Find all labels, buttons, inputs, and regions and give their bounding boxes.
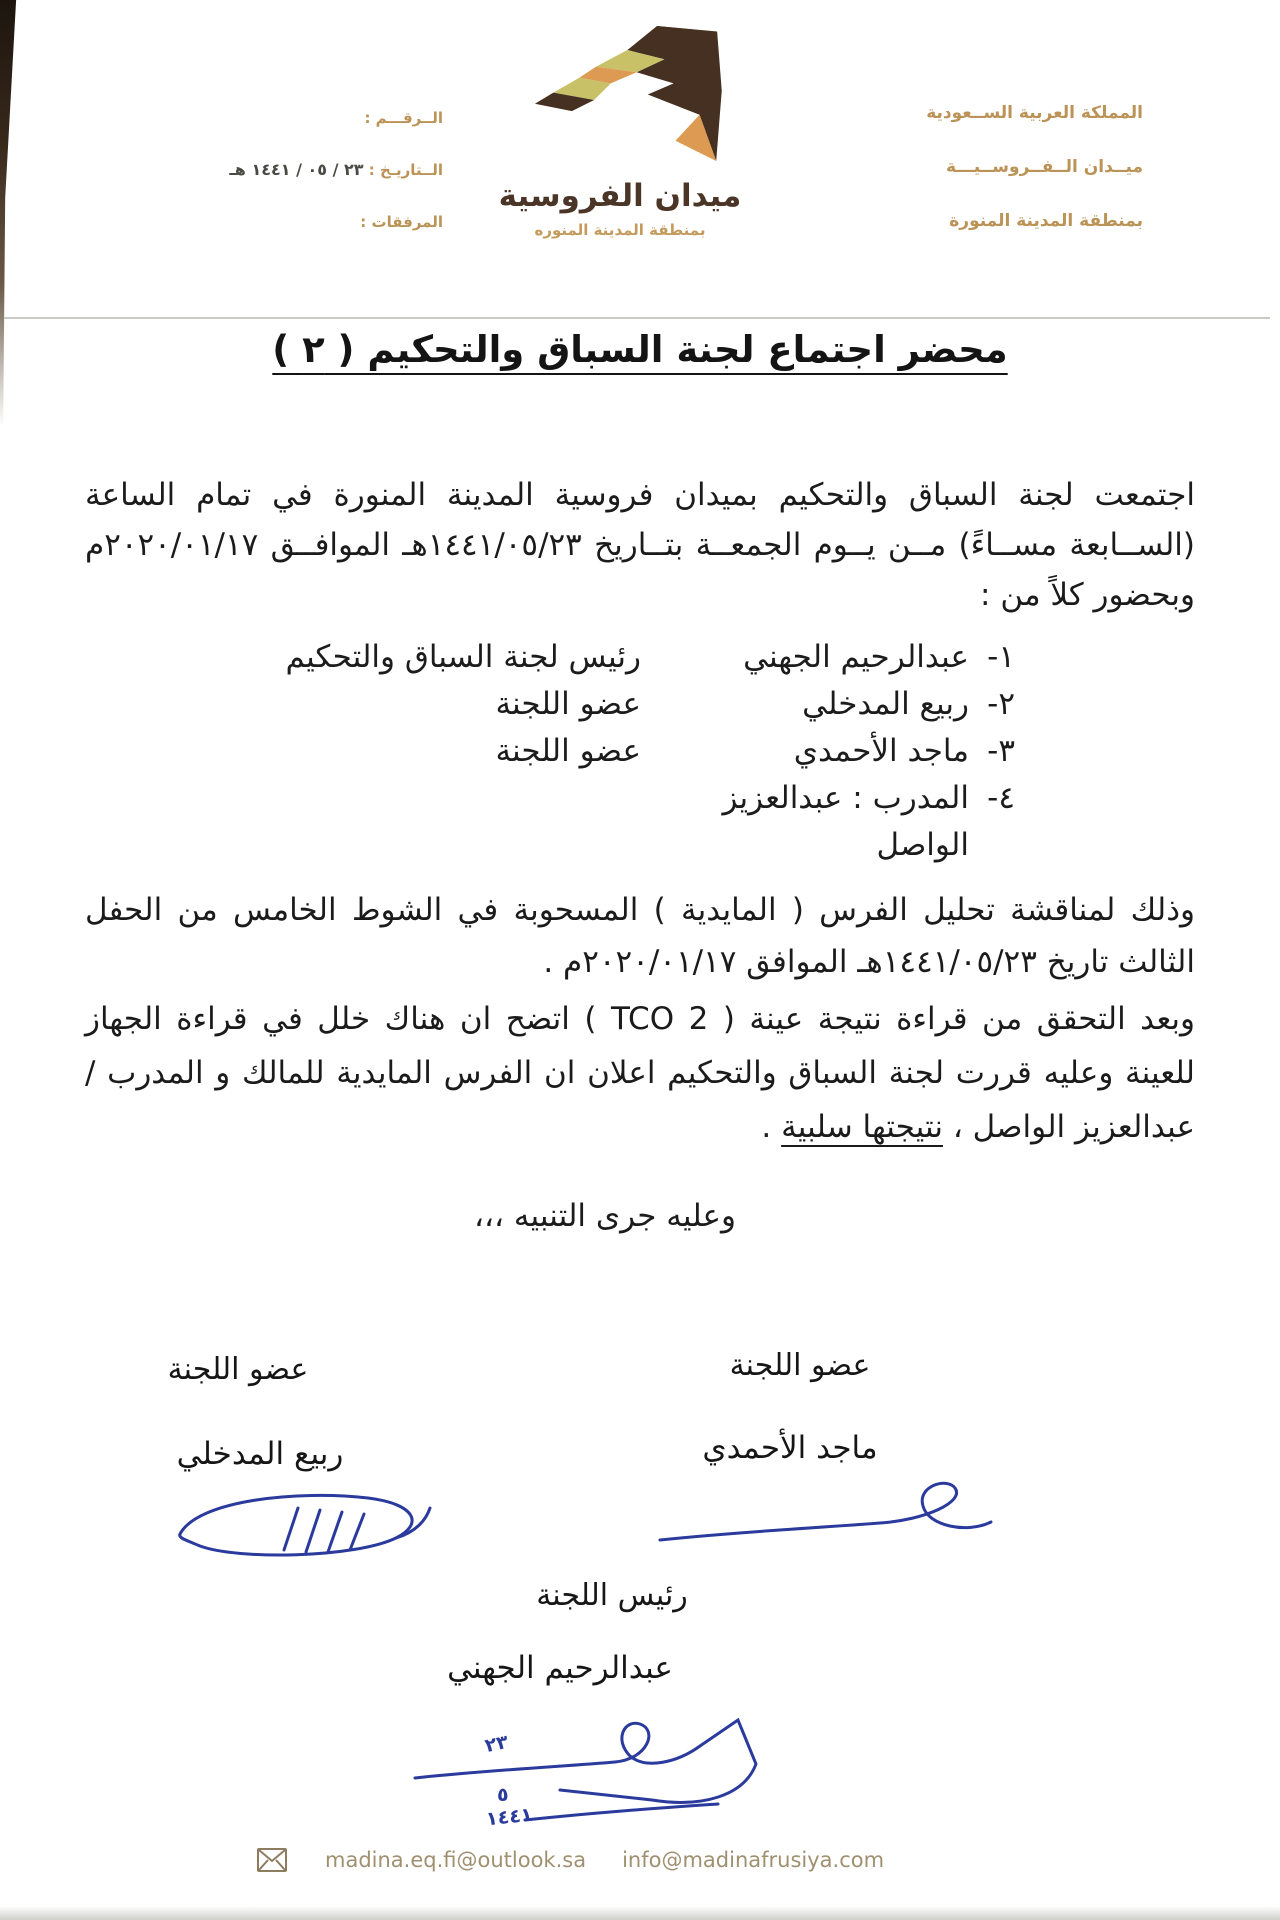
attendee-name: ماجد الأحمدي <box>793 733 969 769</box>
kingdom-line: المملكة العربية الســعودية <box>926 103 1143 123</box>
scan-artifact-left-edge <box>0 0 26 520</box>
attendee-number: ١- <box>987 639 1015 675</box>
signature-role-chairman: رئيس اللجنة <box>536 1578 688 1613</box>
header-divider-line <box>4 317 1270 319</box>
email-outlook: madina.eq.fi@outlook.sa <box>325 1848 587 1872</box>
negative-result-underlined: نتيجتها سلبية <box>781 1109 943 1145</box>
letterhead-org-block <box>925 86 1143 248</box>
date-row <box>229 144 443 196</box>
signature-name-member-left: ربيع المدخلي <box>176 1436 344 1472</box>
contact-footer <box>255 1845 884 1875</box>
date-label: الــتاريـخ : <box>368 161 443 179</box>
hijri-note-year: ١٤٤١ <box>484 1803 534 1831</box>
scan-artifact-bottom-edge <box>0 1906 1280 1920</box>
intro-paragraph: اجتمعت لجنة السباق والتحكيم بميدان فروسية المدينة المنورة في تمام الساعة (الســابعة مســاءً) مــن يــوم الجمعــة بتــاريخ ١٤٤١/٠٥/٢٣هـ الموافــق ٢٠٢٠/٠١/١٧م وبحضور كلاً من : <box>85 477 1195 613</box>
date-value: ٢٣ / ٠٥ / ١٤٤١ هـ <box>229 160 364 179</box>
closing-line: وعليه جرى التنبيه ،،، <box>474 1198 736 1234</box>
logo-calligraphy-title: ميدان الفروسية <box>498 178 742 214</box>
ref-number-row <box>229 92 443 144</box>
signature-scribble-member-left <box>158 1472 433 1577</box>
attendee-name: عبدالرحيم الجهني <box>743 639 969 675</box>
result-paragraph-period: . <box>761 1109 782 1145</box>
letterhead-meta-block <box>229 92 443 248</box>
ref-number-label: الــرقـــم : <box>364 109 443 127</box>
envelope-icon <box>255 1845 289 1875</box>
signature-name-member-right: ماجد الأحمدي <box>702 1430 878 1466</box>
attachments-row <box>229 196 443 248</box>
result-paragraph-text: وبعد التحقق من قراءة نتيجة عينة ( TCO 2 ) اتضح ان هناك خلل في قراءة الجهاز للعينة وعليه قررت لجنة السباق والتحكيم اعلان ان الفرس المايدية للمالك و المدرب / عبدالعزيز الواصل ، <box>85 1001 1195 1145</box>
attendee-number: ٢- <box>987 686 1015 722</box>
attendee-row <box>255 728 1015 775</box>
signature-name-chairman: عبدالرحيم الجهني <box>447 1650 673 1686</box>
hijri-note-day: ٢٣ <box>482 1730 511 1758</box>
org-name-line: ميــدان الــفــروســيـــة <box>945 157 1143 177</box>
attendee-number: ٤- <box>987 780 1015 816</box>
signature-scribble-member-right <box>655 1476 995 1561</box>
analysis-request-paragraph: وذلك لمناقشة تحليل الفرس ( المايدية ) المسحوبة في الشوط الخامس من الحفل الثالث تاريخ ١٤٤١/٠٥/٢٣هـ الموافق ٢٠٢٠/٠١/١٧م . <box>85 892 1195 980</box>
region-line: بمنطقة المدينة المنورة <box>949 211 1143 231</box>
attendee-row <box>255 681 1015 728</box>
signature-role-member-left: عضو اللجنة <box>167 1352 309 1387</box>
attendee-row <box>255 634 1015 681</box>
email-info: info@madinafrusiya.com <box>622 1848 885 1872</box>
attendees-list <box>255 634 1015 863</box>
hijri-note-month: ٥ <box>497 1784 509 1806</box>
attachments-label: المرفقات : <box>360 213 443 231</box>
attendee-role: عضو اللجنة <box>495 686 641 722</box>
horse-logo-icon <box>514 26 726 174</box>
attendee-role: عضو اللجنة <box>495 733 641 769</box>
attendee-number: ٣- <box>987 733 1015 769</box>
attendee-role <box>255 775 641 822</box>
attendee-role: رئيس لجنة السباق والتحكيم <box>285 639 641 675</box>
attendee-name: ربيع المدخلي <box>802 686 969 722</box>
attendee-name: المدرب : عبدالعزيز الواصل <box>722 780 969 863</box>
result-paragraph <box>85 992 1195 1154</box>
signature-scribble-chairman <box>400 1700 815 1840</box>
attendee-row <box>255 775 1015 863</box>
document-title: محضر اجتماع لجنة السباق والتحكيم ( ٢ ) <box>272 328 1008 371</box>
signature-role-member-right: عضو اللجنة <box>729 1348 871 1383</box>
org-logo <box>470 26 770 239</box>
logo-subtitle: بمنطقة المدينة المنوره <box>534 221 706 239</box>
